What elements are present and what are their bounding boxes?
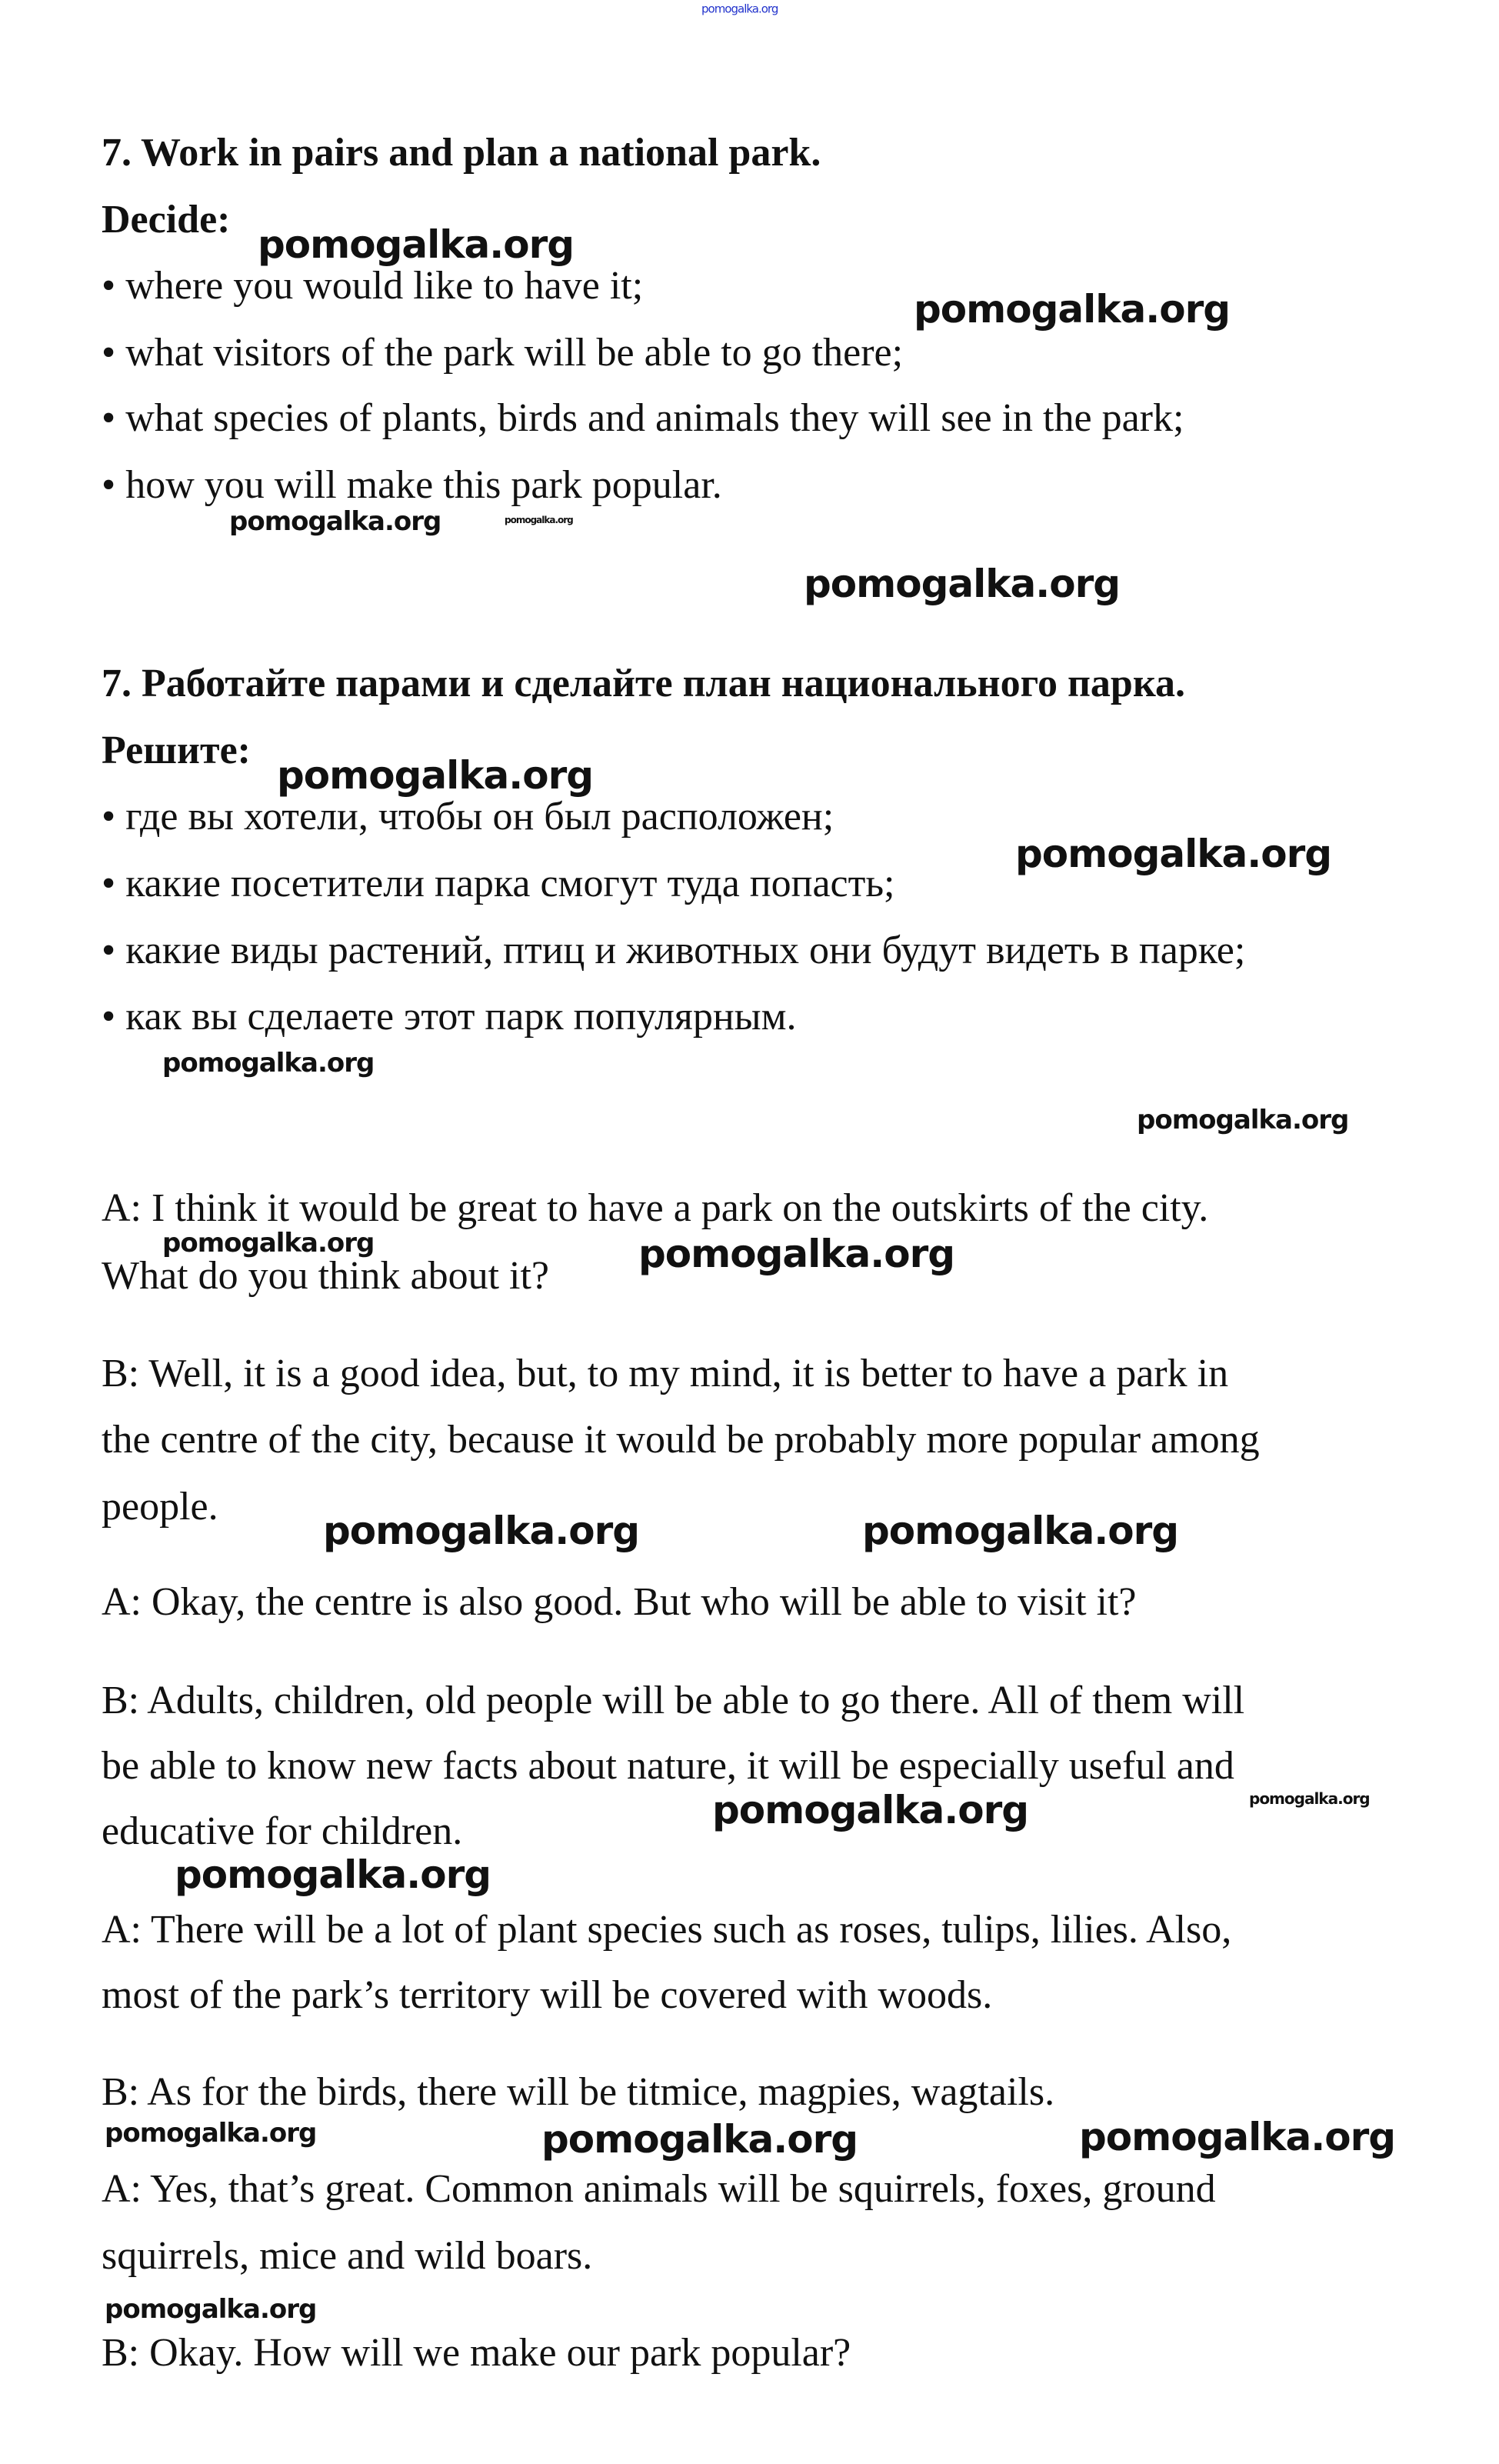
watermark: pomogalka.org bbox=[105, 2294, 317, 2325]
watermark: pomogalka.org bbox=[277, 753, 594, 798]
watermark: pomogalka.org bbox=[323, 1509, 640, 1553]
watermark: pomogalka.org bbox=[105, 2118, 317, 2149]
bullet-item: • какие виды растений, птиц и животных они будут видеть в парке; bbox=[102, 929, 1246, 972]
watermark: pomogalka.org bbox=[1015, 832, 1332, 876]
watermark: pomogalka.org bbox=[229, 506, 441, 537]
bullet-item: • what visitors of the park will be able to go there; bbox=[102, 331, 904, 375]
dialogue-line: A: Okay, the centre is also good. But who will be able to visit it? bbox=[102, 1580, 1137, 1624]
bullet-item: • how you will make this park popular. bbox=[102, 463, 722, 507]
watermark: pomogalka.org bbox=[505, 515, 573, 525]
decide-label-ru: Решите: bbox=[102, 729, 251, 772]
exercise-heading-ru: 7. Работайте парами и сделайте план национального парка. bbox=[102, 662, 1186, 705]
dialogue-line: B: As for the birds, there will be titmice, magpies, wagtails. bbox=[102, 2070, 1055, 2114]
dialogue-line: be able to know new facts about nature, it will be especially useful and bbox=[102, 1744, 1234, 1788]
watermark: pomogalka.org bbox=[914, 287, 1231, 332]
dialogue-line: squirrels, mice and wild boars. bbox=[102, 2234, 593, 2278]
dialogue-line: B: Well, it is a good idea, but, to my mind, it is better to have a park in bbox=[102, 1352, 1229, 1395]
watermark: pomogalka.org bbox=[541, 2117, 858, 2162]
dialogue-line: educative for children. bbox=[102, 1809, 463, 1853]
watermark: pomogalka.org bbox=[712, 1788, 1029, 1832]
watermark: pomogalka.org bbox=[701, 2, 778, 16]
dialogue-line: the centre of the city, because it would be probably more popular among bbox=[102, 1418, 1260, 1462]
watermark: pomogalka.org bbox=[1249, 1789, 1370, 1808]
bullet-item: • какие посетители парка смогут туда попасть; bbox=[102, 862, 895, 905]
exercise-heading-en: 7. Work in pairs and plan a national park. bbox=[102, 131, 821, 175]
watermark: pomogalka.org bbox=[1137, 1105, 1349, 1135]
bullet-item: • как вы сделаете этот парк популярным. bbox=[102, 995, 797, 1039]
watermark: pomogalka.org bbox=[162, 1048, 375, 1079]
dialogue-line: What do you think about it? bbox=[102, 1254, 550, 1298]
watermark: pomogalka.org bbox=[638, 1232, 955, 1276]
dialogue-line: people. bbox=[102, 1485, 218, 1529]
decide-label-en: Decide: bbox=[102, 198, 231, 242]
dialogue-line: B: Okay. How will we make our park popular? bbox=[102, 2331, 851, 2375]
dialogue-line: A: I think it would be great to have a park on the outskirts of the city. bbox=[102, 1186, 1209, 1230]
watermark: pomogalka.org bbox=[162, 1228, 375, 1259]
dialogue-line: A: There will be a lot of plant species such as roses, tulips, lilies. Also, bbox=[102, 1908, 1232, 1952]
bullet-item: • где вы хотели, чтобы он был расположен; bbox=[102, 795, 834, 839]
bullet-item: • what species of plants, birds and animals they will see in the park; bbox=[102, 396, 1184, 440]
watermark: pomogalka.org bbox=[175, 1852, 491, 1897]
dialogue-line: A: Yes, that’s great. Common animals will be squirrels, foxes, ground bbox=[102, 2167, 1216, 2211]
watermark: pomogalka.org bbox=[804, 562, 1121, 606]
watermark: pomogalka.org bbox=[1079, 2115, 1396, 2159]
watermark: pomogalka.org bbox=[258, 222, 575, 267]
watermark: pomogalka.org bbox=[862, 1509, 1179, 1553]
dialogue-line: B: Adults, children, old people will be able to go there. All of them will bbox=[102, 1679, 1245, 1722]
bullet-item: • where you would like to have it; bbox=[102, 264, 644, 308]
dialogue-line: most of the park’s territory will be covered with woods. bbox=[102, 1973, 993, 2017]
